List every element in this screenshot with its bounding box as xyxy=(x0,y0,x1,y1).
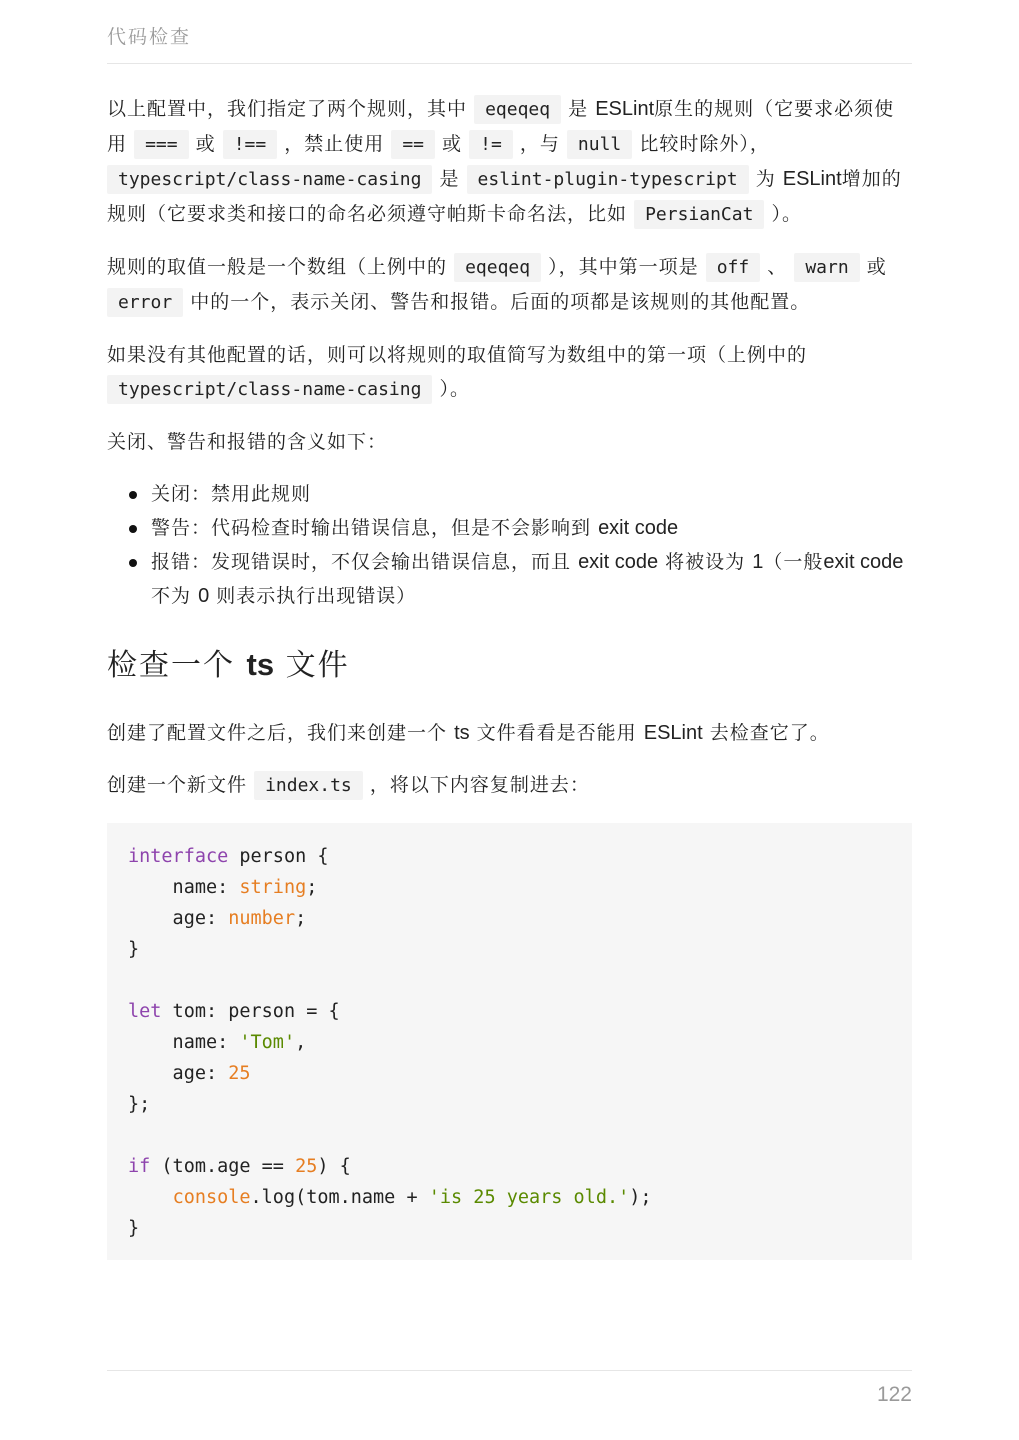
inline-code-eqeqeq: eqeqeq xyxy=(474,95,561,124)
code-line: age: number; xyxy=(128,908,307,929)
code-block xyxy=(107,823,912,1260)
section-heading: 检查一个 ts 文件 xyxy=(107,647,350,683)
list-item: 关闭：禁用此规则 xyxy=(107,477,912,511)
code-line-blank xyxy=(128,965,891,996)
code-line: } xyxy=(128,1218,140,1239)
code-line: }; xyxy=(128,1094,151,1115)
code-line: name: 'Tom', xyxy=(128,1032,307,1053)
running-header: 代码检查 xyxy=(107,22,912,64)
code-line-blank xyxy=(128,1120,891,1151)
paragraph-rules-explained: 以上配置中，我们指定了两个规则，其中 eqeqeq 是 ESLint原生的规则（它要求必须使用 === 或 !== ，禁止使用 == 或 != ，与 null 比较时除外）， typescript/class-name-casing 是 eslint-plugin-typescript 为 ESLint增加的规则（它要求类和接口的命名必须遵守帕斯卡命名法，比如 PersianCat ）。 xyxy=(107,92,912,232)
code-line: console.log(tom.name + 'is 25 years old.'); xyxy=(172,1187,652,1208)
page-number: 122 xyxy=(107,1370,912,1407)
paragraph-create-file: 创建一个新文件 index.ts ，将以下内容复制进去： xyxy=(107,768,912,803)
inline-code-filename: index.ts xyxy=(254,771,363,800)
paragraph-rule-values: 规则的取值一般是一个数组（上例中的 eqeqeq ），其中第一项是 off 、 warn 或 error 中的一个，表示关闭、警告和报错。后面的项都是该规则的其他配置。 xyxy=(107,250,912,320)
code-line: } xyxy=(128,939,140,960)
code-line: let tom: person = { xyxy=(128,1001,340,1022)
inline-code-plugin: eslint-plugin-typescript xyxy=(467,165,749,194)
paragraph-meaning-intro: 关闭、警告和报错的含义如下： xyxy=(107,431,388,453)
code-line: interface person { xyxy=(128,846,329,867)
page-content xyxy=(107,92,912,1260)
code-line: age: 25 xyxy=(128,1063,251,1084)
severity-list xyxy=(107,477,912,613)
list-item: 警告：代码检查时输出错误信息，但是不会影响到 exit code xyxy=(107,511,912,545)
code-line: name: string; xyxy=(128,877,318,898)
inline-code-class-name-casing: typescript/class-name-casing xyxy=(107,165,432,194)
list-item: 报错：发现错误时，不仅会输出错误信息，而且 exit code 将被设为 1（一般exit code 不为 0 则表示执行出现错误） xyxy=(107,545,912,613)
paragraph-shorthand: 如果没有其他配置的话，则可以将规则的取值简写为数组中的第一项（上例中的 typescript/class-name-casing ）。 xyxy=(107,338,912,407)
code-line: if (tom.age == 25) { xyxy=(128,1156,351,1177)
paragraph-create-ts: 创建了配置文件之后，我们来创建一个 ts 文件看看是否能用 ESLint 去检查它了。 xyxy=(107,722,830,744)
